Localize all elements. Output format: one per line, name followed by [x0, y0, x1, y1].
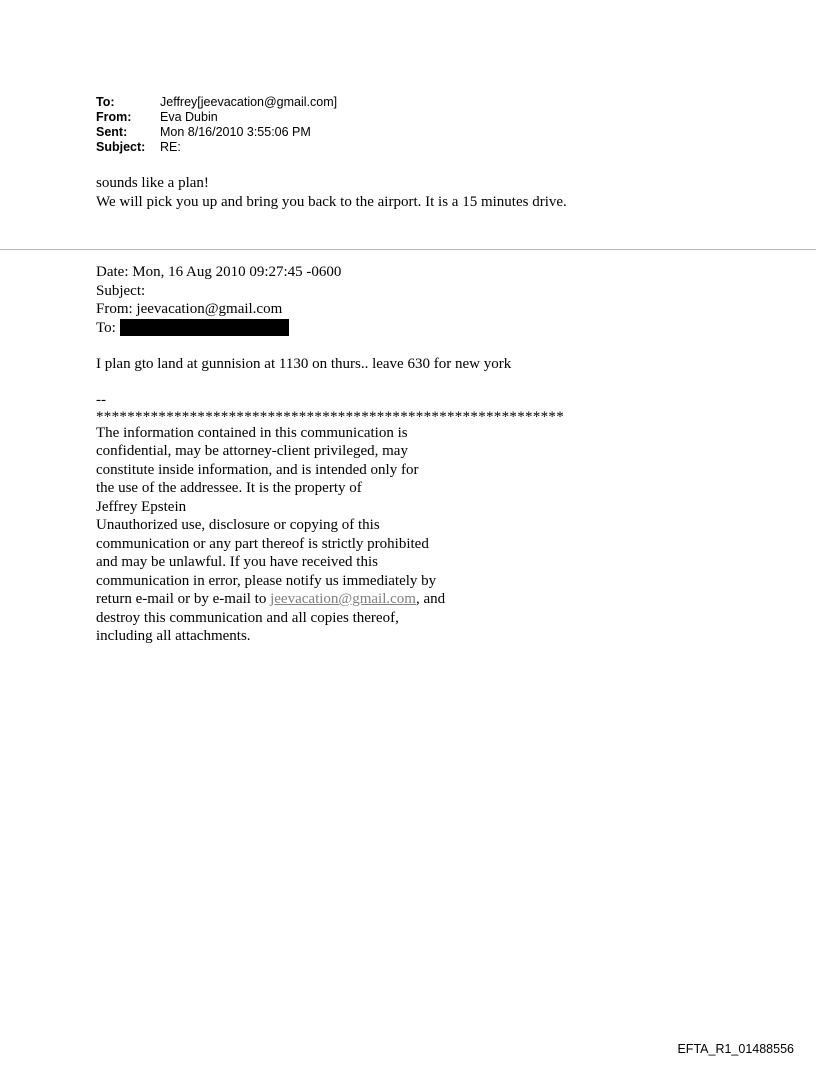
quoted-header — [96, 263, 341, 337]
reply-line-1: sounds like a plan! — [96, 175, 209, 191]
disclaimer-line: confidential, may be attorney-client privileged, may — [96, 443, 408, 459]
disclaimer-line: destroy this communication and all copies thereof, — [96, 609, 399, 626]
signature-stars: ************************************************************ — [96, 408, 564, 425]
document-id: EFTA_R1_01488556 — [677, 1042, 794, 1056]
signature-block — [96, 391, 564, 646]
disclaimer-line: and may be unlawful. If you have received this — [96, 554, 378, 570]
email-header — [96, 95, 337, 155]
email-prefix: return e-mail or by e-mail to — [96, 591, 271, 607]
quoted-date: Date: Mon, 16 Aug 2010 09:27:45 -0600 — [96, 264, 342, 280]
to-value: Jeffrey[jeevacation@gmail.com] — [160, 95, 338, 109]
disclaimer-line: communication in error, please notify us immediately by — [96, 572, 437, 589]
quoted-subject: Subject: — [96, 282, 146, 299]
subject-value: RE: — [160, 140, 181, 154]
header-to-row — [96, 95, 337, 110]
quoted-from: From: jeevacation@gmail.com — [96, 301, 283, 317]
sent-value: Mon 8/16/2010 3:55:06 PM — [160, 125, 311, 139]
disclaimer-email-line — [96, 590, 564, 609]
email-link[interactable]: jeevacation@gmail.com — [270, 591, 416, 607]
header-sent-row — [96, 125, 337, 140]
reply-body — [96, 174, 567, 211]
disclaimer-line: The information contained in this communication is — [96, 424, 408, 441]
signature-dashes: -- — [96, 392, 106, 408]
redaction-box — [120, 319, 289, 336]
from-label: From: — [96, 110, 132, 124]
email-suffix: , and — [415, 591, 446, 607]
to-label: To: — [96, 95, 115, 109]
disclaimer-line: communication or any part thereof is strictly prohibited — [96, 535, 429, 552]
disclaimer-line: constitute inside information, and is intended only for — [96, 461, 419, 478]
disclaimer-line: the use of the addressee. It is the property of — [96, 480, 362, 496]
subject-label: Subject: — [96, 140, 146, 154]
header-subject-row — [96, 140, 337, 155]
disclaimer-line: including all attachments. — [96, 628, 251, 644]
quoted-message: I plan gto land at gunnision at 1130 on thurs.. leave 630 for new york — [96, 356, 512, 372]
sent-label: Sent: — [96, 125, 128, 139]
disclaimer-line: Jeffrey Epstein — [96, 498, 187, 515]
header-from-row — [96, 110, 337, 125]
disclaimer-line: Unauthorized use, disclosure or copying of this — [96, 517, 380, 533]
reply-line-2: We will pick you up and bring you back to the airport. It is a 15 minutes drive. — [96, 193, 567, 210]
message-divider — [0, 249, 816, 250]
from-value: Eva Dubin — [160, 110, 218, 124]
quoted-to-label: To: — [96, 319, 116, 336]
quoted-to-row — [96, 319, 341, 338]
